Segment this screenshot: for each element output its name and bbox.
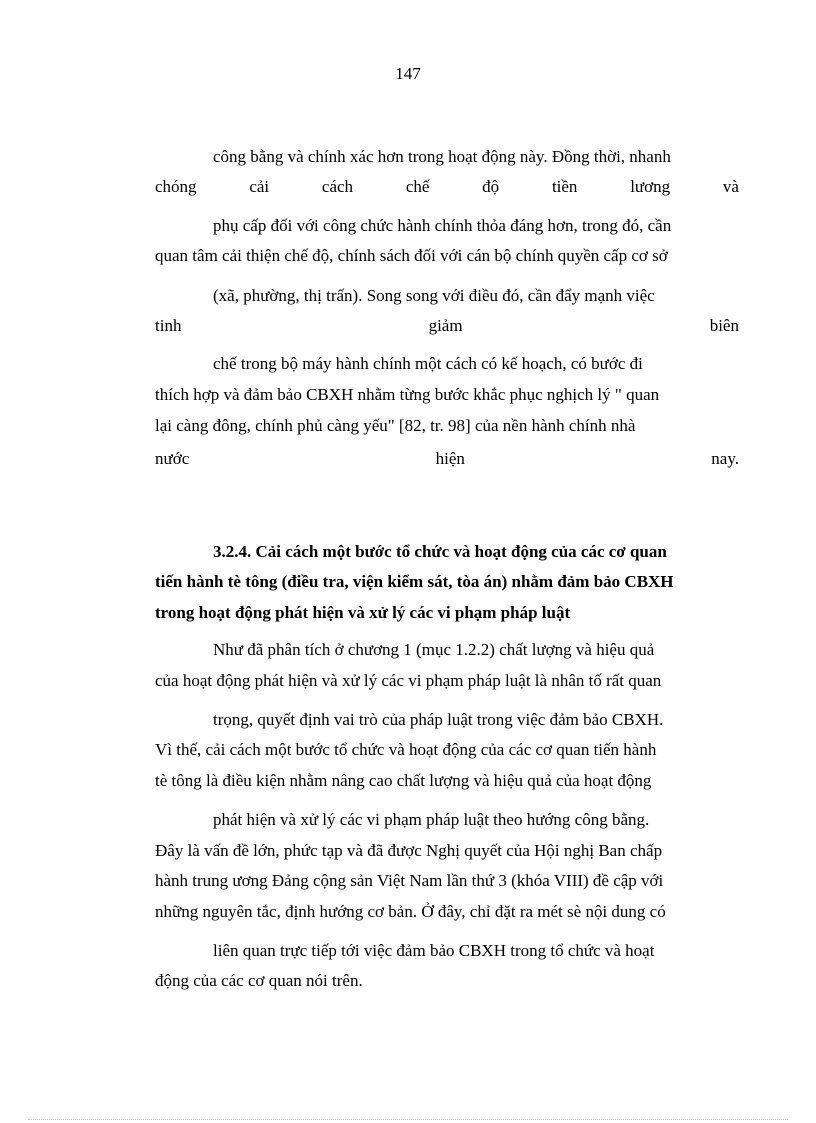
- text-line: [213, 940, 739, 962]
- text-line: [213, 709, 739, 731]
- text-line: [155, 448, 739, 470]
- text-line: [155, 870, 739, 892]
- text-line: [155, 315, 739, 337]
- text-span: tè tông là điều kiện nhằm nâng cao chất lượng và hiệu quả của hoạt động: [155, 771, 652, 790]
- text-line: [155, 901, 739, 923]
- text-span: quan tâm cải thiện chế độ, chính sách đối với cán bộ chính quyền cấp cơ sở: [155, 246, 668, 265]
- text-line: [213, 639, 739, 661]
- word: biên: [709, 316, 739, 335]
- text-line: [155, 840, 739, 862]
- word: chế: [405, 177, 430, 196]
- text-line: [155, 245, 739, 267]
- section-heading: [155, 602, 739, 624]
- text-span: (xã, phường, thị trấn). Song song với điều đó, cần đẩy mạnh việc: [213, 286, 655, 305]
- text-span: liên quan trực tiếp tới việc đảm bảo CBXH trong tổ chức và hoạt: [213, 941, 655, 960]
- text-span: động của các cơ quan nói trên.: [155, 971, 363, 990]
- text-span: thích hợp và đảm bảo CBXH nhằm từng bước khắc phục nghịch lý " quan: [155, 385, 660, 404]
- text-span: phát hiện và xử lý các vi phạm pháp luật theo hướng công bằng.: [213, 810, 650, 829]
- heading-line: tiến hành tè tông (điều tra, viện kiểm sát, tòa án) nhằm đảm bảo CBXH: [155, 572, 674, 591]
- text-line: [213, 353, 739, 375]
- text-span: lại càng đông, chính phủ càng yếu" [82, tr. 98] của nền hành chính nhà: [155, 416, 636, 435]
- text-span: trọng, quyết định vai trò của pháp luật trong việc đảm bảo CBXH.: [213, 710, 664, 729]
- text-span: của hoạt động phát hiện và xử lý các vi phạm pháp luật là nhân tố rất quan: [155, 671, 662, 690]
- word: nước: [155, 449, 190, 468]
- word: cải: [249, 177, 270, 196]
- section-heading: [213, 541, 739, 563]
- word: độ: [482, 177, 500, 196]
- text-line: [155, 670, 739, 692]
- word: hiện: [435, 449, 465, 468]
- page-number: 147: [395, 64, 421, 83]
- section-heading: [155, 571, 739, 593]
- text-span: những nguyên tắc, định hướng cơ bản. Ở đây, chỉ đặt ra mét sè nội dung có: [155, 902, 666, 921]
- text-line: [155, 739, 739, 761]
- text-line: [213, 146, 739, 168]
- text-span: Đây là vấn đề lớn, phức tạp và đã được Nghị quyết của Hội nghị Ban chấp: [155, 841, 663, 860]
- text-span: Như đã phân tích ở chương 1 (mục 1.2.2) chất lượng và hiệu quả: [213, 640, 655, 659]
- text-line: [213, 809, 739, 831]
- heading-line: 3.2.4. Cải cách một bước tổ chức và hoạt động của các cơ quan: [213, 542, 667, 561]
- word: giảm: [428, 316, 463, 335]
- text-line: [155, 970, 739, 992]
- text-line: [155, 415, 739, 437]
- word: tiền: [551, 177, 578, 196]
- text-span: phụ cấp đối với công chức hành chính thỏa đáng hơn, trong đó, cần: [213, 216, 672, 235]
- word: cách: [321, 177, 354, 196]
- heading-line: trong hoạt động phát hiện và xử lý các vi phạm pháp luật: [155, 603, 571, 622]
- word: nay.: [711, 449, 739, 468]
- text-span: Vì thế, cải cách một bước tổ chức và hoạt động của các cơ quan tiến hành: [155, 740, 657, 759]
- text-span: công bằng và chính xác hơn trong hoạt động này. Đồng thời, nhanh: [213, 147, 671, 166]
- word: chóng: [155, 177, 197, 196]
- text-line: [155, 770, 739, 792]
- text-line: [213, 285, 739, 307]
- word: lương: [630, 177, 671, 196]
- text-line: [213, 215, 739, 237]
- text-span: chế trong bộ máy hành chính một cách có kế hoạch, có bước đi: [213, 354, 643, 373]
- page-bottom-rule: [28, 1119, 788, 1120]
- text-span: hành trung ương Đảng cộng sản Việt Nam lần thứ 3 (khóa VIII) đề cập với: [155, 871, 664, 890]
- text-line: [155, 384, 739, 406]
- word: tinh: [155, 316, 182, 335]
- word: và: [722, 177, 739, 196]
- text-line: [155, 176, 739, 198]
